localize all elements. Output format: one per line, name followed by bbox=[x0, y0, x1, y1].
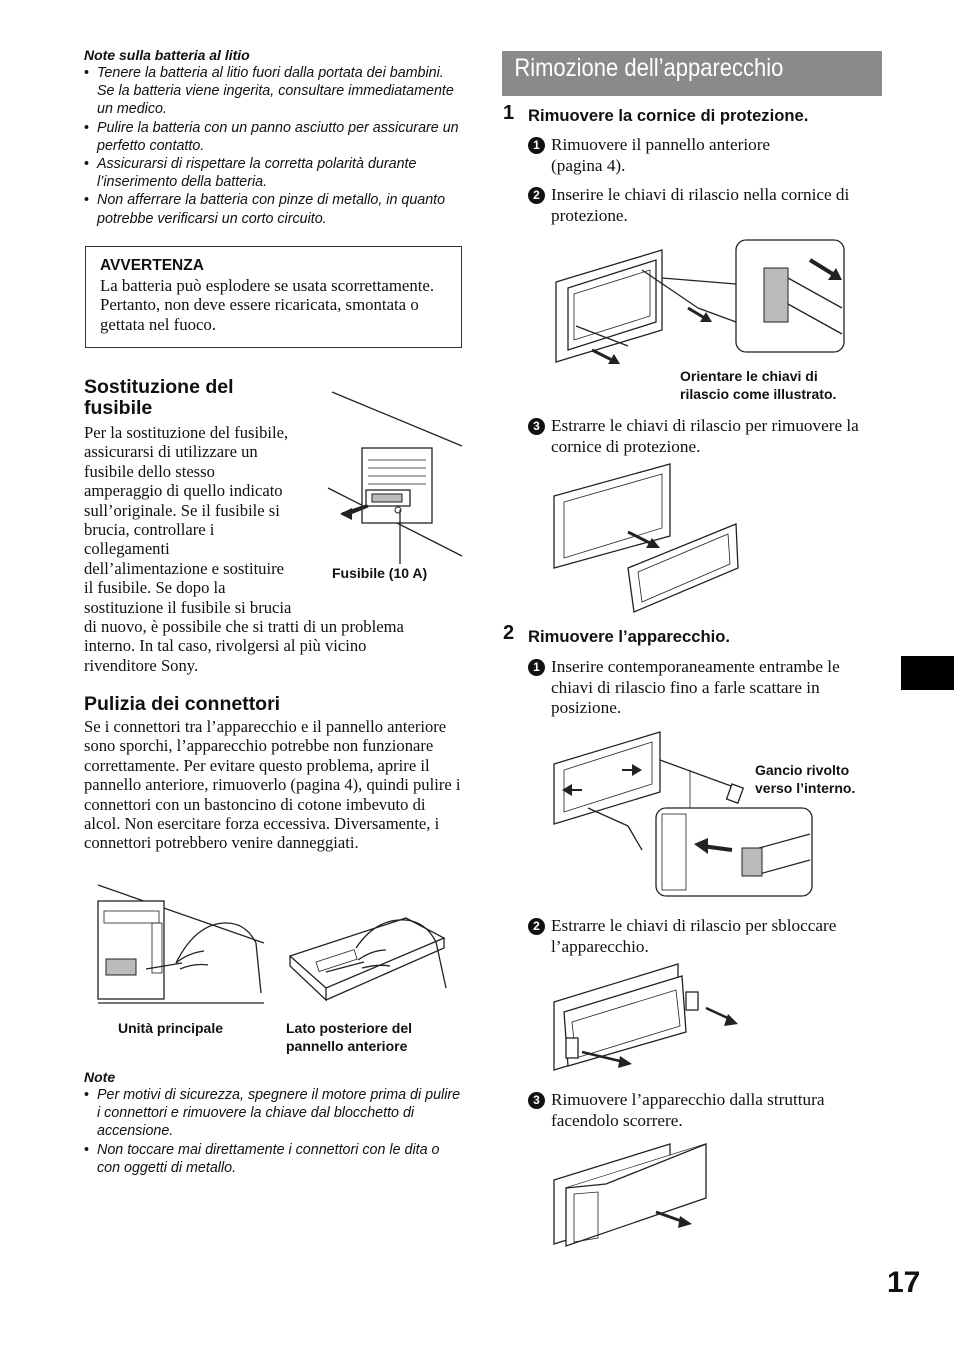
unit-unlock-illustration bbox=[552, 962, 742, 1072]
main-unit-illustration bbox=[96, 883, 266, 1008]
connectors-heading: Pulizia dei connettori bbox=[84, 693, 281, 715]
step-1-title: Rimuovere la cornice di protezione. bbox=[528, 106, 809, 125]
step-2-number: 2 bbox=[503, 622, 515, 644]
step-1-sub-3: 3 Estrarre le chiavi di rilascio per rimuovere la cornice di protezione. bbox=[528, 416, 884, 457]
lithium-notes-heading: Note sulla batteria al litio bbox=[84, 47, 250, 63]
step-2-title: Rimuovere l’apparecchio. bbox=[528, 627, 730, 646]
list-item: • Per motivi di sicurezza, spegnere il motore prima di pulire i connettori e rimuovere la chiave dal blocchetto di accensione. bbox=[84, 1086, 462, 1141]
fuse-illustration bbox=[328, 388, 464, 560]
step-1-sub-1: 1 Rimuovere il pannello anteriore (pagina 4). bbox=[528, 135, 880, 176]
section-title-bar bbox=[502, 51, 882, 96]
step-2-sub-1: 1 Inserire contemporaneamente entrambe le chiavi di rilascio fino a farle scattare in posizione. bbox=[528, 657, 884, 719]
step-1-number: 1 bbox=[503, 102, 515, 124]
step-number-badge: 2 bbox=[528, 187, 545, 204]
step-number-badge: 1 bbox=[528, 137, 545, 154]
page-number: 17 bbox=[887, 1266, 921, 1299]
step-1-fig-caption: Orientare le chiavi di rilascio come illustrato. bbox=[680, 368, 837, 402]
warning-box bbox=[85, 246, 462, 348]
caption-front-panel: Lato posteriore del pannello anteriore bbox=[286, 1020, 413, 1054]
step-number-badge: 3 bbox=[528, 1092, 545, 1109]
front-panel-illustration bbox=[286, 908, 456, 1008]
step-number-badge: 3 bbox=[528, 418, 545, 435]
connectors-text: Se i connettori tra l’apparecchio e il pannello anteriore sono sporchi, l’apparecchio potrebbe non funzionare correttamente. Per evitare questo problema, aprire il pannello anteriore, rimuoverlo (pagina 4), quindi pulire i connettori con un bastoncino di cotone imbevuto di alcol. Non esercitare forza eccessiva. Diversamente, i connettori potrebbero venire danneggiati. bbox=[84, 717, 461, 853]
step-number-badge: 1 bbox=[528, 659, 545, 676]
bottom-notes-heading: Note bbox=[84, 1069, 116, 1085]
warning-text: La batteria può esplodere se usata scorrettamente. Pertanto, non deve essere ricaricata, smontata o gettata nel fuoco. bbox=[100, 276, 435, 334]
release-keys-insert-illustration bbox=[552, 238, 848, 370]
list-item: • Pulire la batteria con un panno asciutto per assicurare un perfetto contatto. bbox=[84, 119, 459, 155]
side-tab-marker bbox=[901, 656, 954, 690]
list-item: • Assicurarsi di rispettare la corretta polarità durante l’inserimento della batteria. bbox=[84, 155, 459, 191]
fuse-heading: Sostituzione del fusibile bbox=[84, 376, 234, 419]
caption-main-unit: Unità principale bbox=[118, 1020, 224, 1036]
step-2-fig-caption: Gancio rivolto verso l’interno. bbox=[755, 762, 856, 796]
warning-title: AVVERTENZA bbox=[100, 257, 204, 274]
lithium-notes-list bbox=[84, 64, 459, 228]
step-number-badge: 2 bbox=[528, 918, 545, 935]
step-2-sub-2: 2 Estrarre le chiavi di rilascio per sbloccare l’apparecchio. bbox=[528, 916, 884, 957]
list-item: • Non afferrare la batteria con pinze di metallo, in quanto potrebbe verificarsi un corto circuito. bbox=[84, 191, 459, 227]
frame-removed-illustration bbox=[552, 462, 742, 614]
step-1-sub-2: 2 Inserire le chiavi di rilascio nella cornice di protezione. bbox=[528, 185, 884, 226]
bottom-notes-list bbox=[84, 1086, 462, 1177]
fuse-label: Fusibile (10 A) bbox=[332, 565, 428, 581]
keys-inserted-illustration bbox=[552, 730, 814, 900]
step-2-sub-3: 3 Rimuovere l’apparecchio dalla struttura facendolo scorrere. bbox=[528, 1090, 884, 1131]
fuse-text: Per la sostituzione del fusibile, assicurarsi di utilizzare un fusibile dello stesso amperaggio di quello indicato sull’originale. Se il fusibile si brucia, controllare i collegamenti dell’alimentazione e sostituire il fusibile. Se dopo la sostituzione il fusibile si brucia di nuovo, è possibile che si tratti di un problema interno. In tal caso, rivolgersi al più vicino rivenditore Sony. bbox=[84, 423, 404, 675]
section-title: Rimozione dell’apparecchio bbox=[514, 54, 784, 82]
unit-slide-out-illustration bbox=[552, 1138, 712, 1250]
list-item: • Non toccare mai direttamente i connettori con le dita o con oggetti di metallo. bbox=[84, 1141, 462, 1177]
list-item: • Tenere la batteria al litio fuori dalla portata dei bambini. Se la batteria viene ingerita, consultare immediatamente un medico. bbox=[84, 64, 459, 119]
